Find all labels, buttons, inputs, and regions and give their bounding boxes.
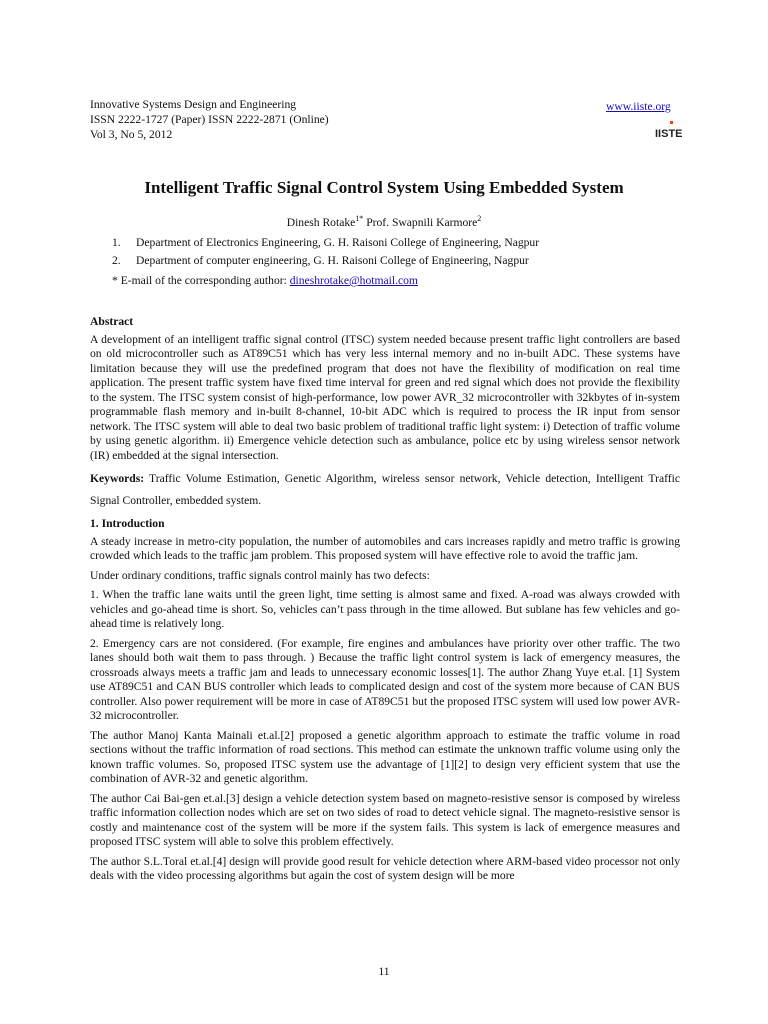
issn-line: ISSN 2222-1727 (Paper) ISSN 2222-2871 (Online) bbox=[90, 113, 329, 126]
affiliation-item bbox=[112, 254, 672, 272]
intro-paragraph: 1. When the traffic lane waits until the green light, time setting is almost same and fixed. A-road was always crowded with vehicles and go-ahead time is short. So, vehicles can’t pass through in the time allowed. But sublane has few vehicles and go-ahead time is relatively long. bbox=[90, 588, 680, 630]
author-1: Dinesh Rotake bbox=[286, 215, 356, 229]
keywords-text: Traffic Volume Estimation, Genetic Algorithm, wireless sensor network, Vehicle detection, Intelligent Traffic Signal Controller, embedded system. bbox=[90, 472, 680, 507]
author-email-link[interactable]: dineshrotake@hotmail.com bbox=[289, 274, 418, 287]
iiste-logo bbox=[654, 118, 684, 142]
corresponding-author bbox=[112, 274, 418, 289]
introduction-heading: 1. Introduction bbox=[90, 517, 165, 530]
keywords-label: Keywords: bbox=[90, 472, 145, 485]
affiliation-text: Department of computer engineering, G. H. Raisoni College of Engineering, Nagpur bbox=[136, 254, 529, 267]
author-2-sup: 2 bbox=[477, 214, 482, 223]
intro-paragraph: 2. Emergency cars are not considered. (For example, fire engines and ambulances have priority over other traffic. The two lanes should both wait them to pass through. ) Because the traffic light control system is lack of emergency measures, the crossroads always meets a traffic jam and leads to unnecessary economic losses[1]. The author Zhang Yuye et.al. [1] System use AT89C51 and CAN BUS controller which leads to complicated design and cost of the system more because of CAN BUS controller. Also power requirement will be more in case of AT89C51 but the proposed ITSC system will used low power AVR-32 microcontroller. bbox=[90, 636, 680, 722]
author-2: Prof. Swapnili Karmore bbox=[363, 215, 478, 229]
journal-name: Innovative Systems Design and Engineering bbox=[90, 98, 297, 111]
intro-paragraph: The author Cai Bai-gen et.al.[3] design a vehicle detection system based on magneto-resistive sensor is composed by wireless traffic information collection nodes which are set on two sides of road to detect vehicle signal. The magneto-resistive sensor is costly and maintenance cost of the system will be more if the system fails. This system is lack of emergence measures and proposed ITSC system will able to solve this problem effectively. bbox=[90, 791, 680, 848]
page-number: 11 bbox=[378, 965, 390, 978]
affiliation-number: 1. bbox=[112, 236, 121, 249]
volume-line: Vol 3, No 5, 2012 bbox=[90, 128, 173, 141]
intro-paragraph: Under ordinary conditions, traffic signals control mainly has two defects: bbox=[90, 568, 430, 582]
intro-paragraph: The author Manoj Kanta Mainali et.al.[2] proposed a genetic algorithm approach to estimate the traffic volume in road sections without the traffic information of road sections. This method can estimate the unknown traffic volume using only the known traffic volumes. So, proposed ITSC system use the advantage of [1][2] to design very efficient system that use the combination of AVR-32 and genetic algorithm. bbox=[90, 728, 680, 785]
corresponding-prefix: * E-mail of the corresponding author: bbox=[112, 274, 290, 287]
journal-header bbox=[90, 98, 680, 143]
intro-paragraph: A steady increase in metro-city population, the number of automobiles and cars increases rapidly and metro traffic is growing crowded which leads to the traffic jam problem. This proposed system will have effective role to avoid the traffic jam. bbox=[90, 534, 680, 562]
affiliation-item bbox=[112, 236, 672, 254]
affiliation-number: 2. bbox=[112, 254, 121, 267]
keywords-paragraph bbox=[90, 468, 680, 512]
paper-title: Intelligent Traffic Signal Control System Using Embedded System bbox=[144, 178, 624, 197]
author-line bbox=[78, 212, 690, 230]
paper-body bbox=[90, 315, 680, 889]
abstract-heading: Abstract bbox=[90, 315, 134, 328]
affiliation-text: Department of Electronics Engineering, G. H. Raisoni College of Engineering, Nagpur bbox=[136, 236, 540, 249]
intro-paragraph: The author S.L.Toral et.al.[4] design will provide good result for vehicle detection where ARM-based video processor not only deals with the video processing algorithms but again the cost of system design will be more bbox=[90, 854, 680, 882]
journal-url-link[interactable]: www.iiste.org bbox=[606, 100, 671, 113]
abstract-text: A development of an intelligent traffic signal control (ITSC) system needed because present traffic light controllers are based on old microcontroller such as AT89C51 which has very less internal memory and no in-built ADC. These systems have limitation because they will use the predefined program that does not have the flexibility of modification on real time application. The present traffic system have fixed time interval for green and red signal which does not provide the flexibility to the system. The ITSC system consist of high-performance, low power AVR_32 microcontroller with 32kbytes of in-system programmable flash memory and in-built 8-channel, 10-bit ADC which is required to process the IR input from sensor network. The ITSC system will able to deal two basic problem of traditional traffic light system: i) Detection of traffic volume by using genetic algorithm. ii) Emergence vehicle detection such as ambulance, police etc by using wireless sensor network (IR) embedded at the signal intersection. bbox=[90, 332, 680, 462]
logo-text: IISTE bbox=[655, 128, 683, 140]
author-1-sup: 1* bbox=[355, 214, 364, 223]
affiliation-list bbox=[112, 236, 672, 272]
